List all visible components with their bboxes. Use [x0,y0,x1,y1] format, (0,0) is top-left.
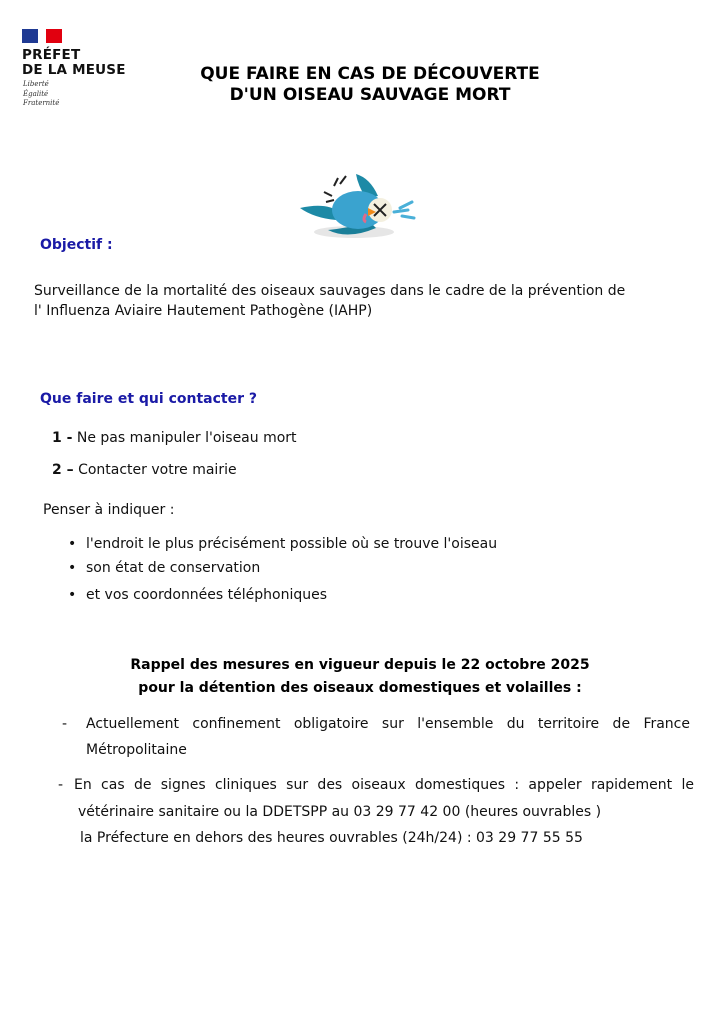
motto-fraternite: Fraternité [23,99,60,107]
dash-marker: - [62,716,68,732]
step-text: Ne pas manipuler l'oiseau mort [72,430,297,446]
objective-text-line1: Surveillance de la mortalité des oiseaux sauvages dans le cadre de la prévention de [34,283,626,299]
bullet-dot-icon: • [68,536,77,552]
flag-blue-band [22,29,38,43]
contacts-heading: Que faire et qui contacter ? [40,391,257,407]
prefecture-name-line2: DE LA MEUSE [22,62,126,78]
reminder-label: Penser à indiquer : [43,502,175,518]
objective-text [34,281,694,321]
republic-motto [23,80,59,109]
republic-flag-logo [22,29,62,43]
step-number: 2 – [52,462,74,478]
step-number: 1 - [52,430,73,446]
dead-bird-icon [296,168,422,246]
flag-white-band [38,31,46,41]
prefecture-name [22,48,126,78]
measure-2-line3: la Préfecture en dehors des heures ouvrables (24h/24) : 03 29 77 55 55 [80,830,583,846]
title-line2: D'UN OISEAU SAUVAGE MORT [229,85,511,105]
bullet-item [68,534,497,554]
bullet-item [68,585,327,605]
dash-marker: - [58,777,64,793]
bullet-item [68,558,260,578]
measure-1-line1: Actuellement confinement obligatoire sur l'ensemble du territoire de France [86,716,690,732]
motto-liberte: Liberté [23,80,49,88]
bullet-dot-icon: • [68,560,77,576]
objective-heading: Objectif : [40,237,113,253]
bullet-text: et vos coordonnées téléphoniques [86,587,328,603]
bullet-dot-icon: • [68,587,77,603]
step-text: Contacter votre mairie [73,462,237,478]
bullet-text: l'endroit le plus précisément possible où se trouve l'oiseau [86,536,498,552]
objective-text-line2: l' Influenza Aviaire Hautement Pathogène (IAHP) [34,303,373,319]
bullet-text: son état de conservation [86,560,261,576]
step-item [52,460,237,480]
measure-2-line1: En cas de signes cliniques sur des oiseaux domestiques : appeler rapidement le [74,777,694,793]
flag-red-band [46,29,62,43]
rappel-heading [80,654,640,700]
motto-egalite: Égalité [23,89,49,98]
step-item [52,428,297,448]
measure-1-line2: Métropolitaine [86,742,187,758]
prefecture-name-line1: PRÉFET [22,47,81,63]
measure-2-line2: vétérinaire sanitaire ou la DDETSPP au 03 29 77 42 00 (heures ouvrables ) [78,804,602,820]
rappel-heading-line2: pour la détention des oiseaux domestiques et volailles : [138,680,582,696]
document-title [160,64,580,106]
title-line1: QUE FAIRE EN CAS DE DÉCOUVERTE [200,64,540,84]
rappel-heading-line1: Rappel des mesures en vigueur depuis le 22 octobre 2025 [130,657,590,673]
